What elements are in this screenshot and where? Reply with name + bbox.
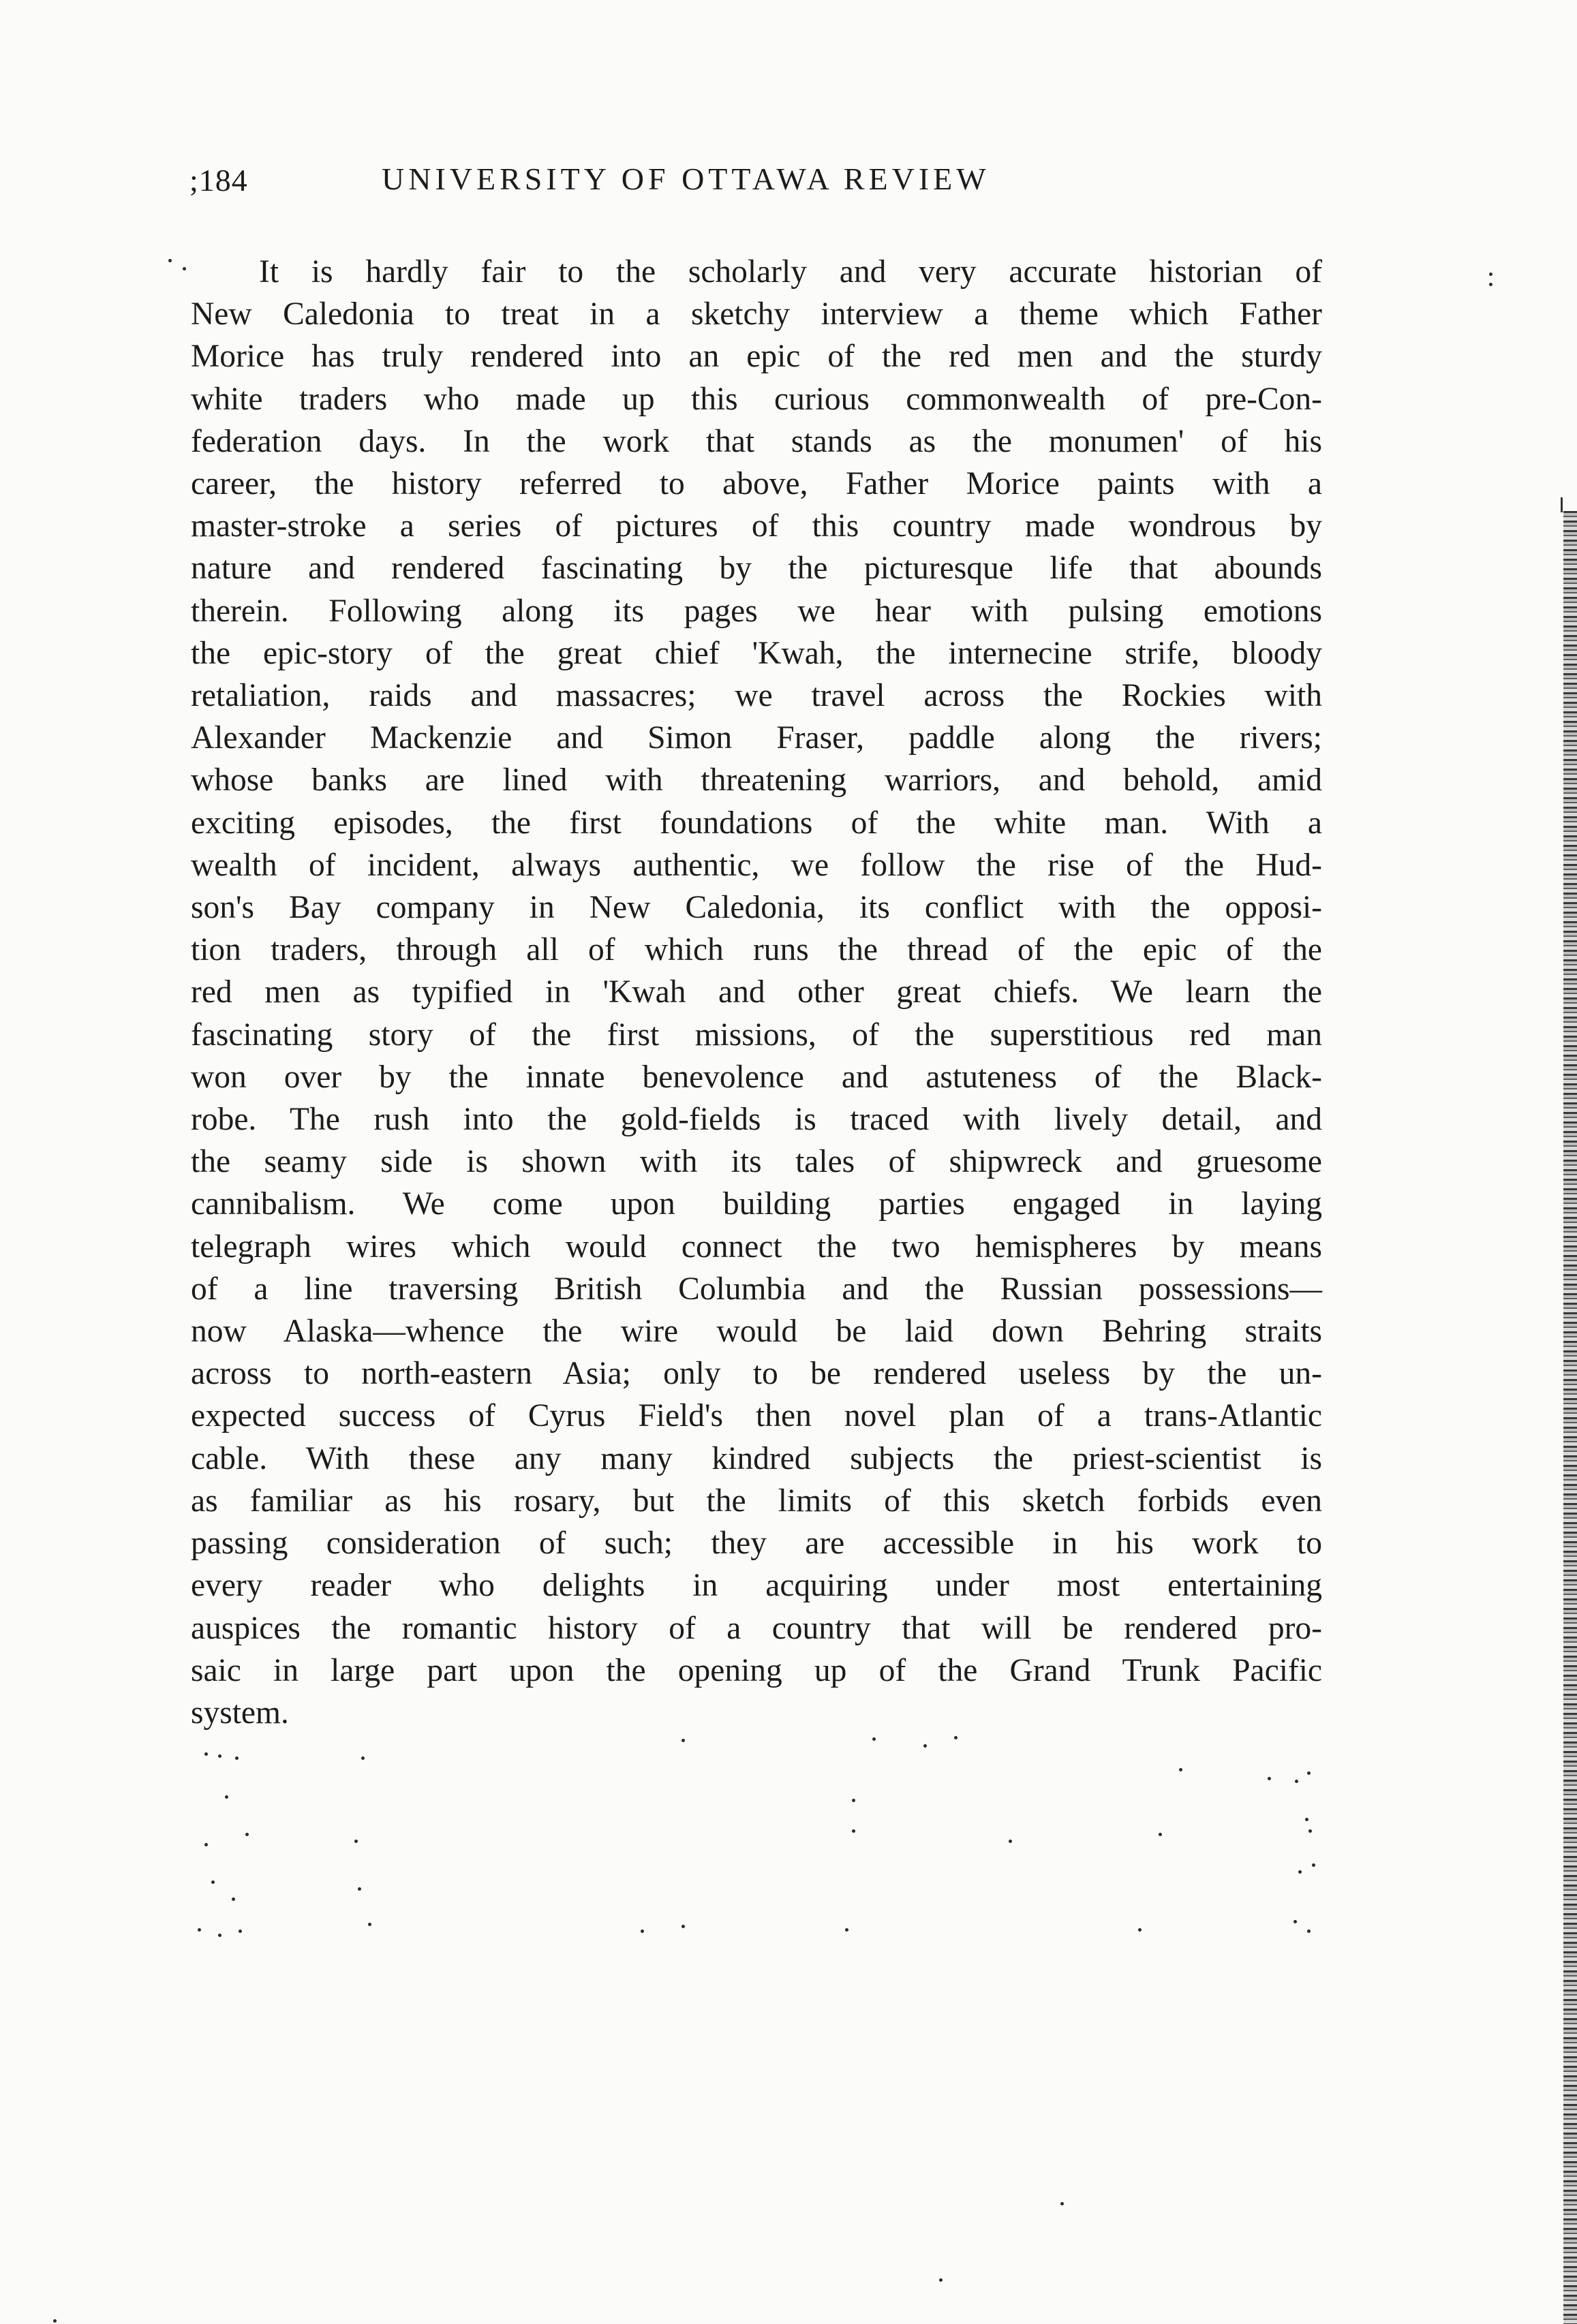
- scan-speck: [1009, 1840, 1012, 1843]
- scan-speck: [225, 1795, 228, 1799]
- text-line: master-stroke a series of pictures of this country made wondrous by: [191, 508, 1322, 544]
- scan-speck: [198, 1928, 201, 1932]
- scan-speck: [1489, 273, 1492, 276]
- scan-speck: [923, 1744, 927, 1748]
- scan-speck: [939, 2278, 943, 2282]
- text-line: now Alaska—whence the wire would be laid down Behring straits: [191, 1314, 1322, 1350]
- scan-speck: [1179, 1768, 1182, 1771]
- scan-speck: [232, 1897, 235, 1901]
- scan-speck: [1308, 1829, 1312, 1833]
- text-line: red men as typified in 'Kwah and other great chiefs. We learn the: [191, 974, 1322, 1010]
- text-line: every reader who delights in acquiring under most entertaining: [191, 1568, 1322, 1604]
- page-edge-mark: [1561, 497, 1563, 512]
- text-line: It is hardly fair to the scholarly and very accurate historian of: [259, 254, 1322, 290]
- scan-speck: [218, 1754, 221, 1758]
- page-number: ;184: [189, 163, 248, 198]
- text-line: saic in large part upon the opening up of the Grand Trunk Pacific: [191, 1652, 1322, 1688]
- text-line: white traders who made up this curious commonwealth of pre-Con-: [191, 381, 1322, 417]
- scan-speck: [1138, 1928, 1142, 1932]
- scan-speck: [852, 1829, 855, 1833]
- text-line: won over by the innate benevolence and astuteness of the Black-: [191, 1059, 1322, 1095]
- text-line: fascinating story of the first missions, of the superstitious red man: [191, 1017, 1322, 1053]
- scan-speck: [168, 259, 172, 262]
- text-line: the epic-story of the great chief 'Kwah, the internecine strife, bloody: [191, 635, 1322, 671]
- scan-speck: [1307, 1930, 1311, 1933]
- scan-speck: [361, 1756, 365, 1760]
- body-paragraph: [191, 251, 1322, 1734]
- scan-speck: [1305, 1818, 1308, 1821]
- scan-speck: [218, 1934, 221, 1937]
- text-line: as familiar as his rosary, but the limits of this sketch forbids even: [191, 1483, 1322, 1519]
- scan-speck: [1307, 1771, 1311, 1775]
- scan-speck: [852, 1799, 855, 1802]
- text-line: system.: [191, 1694, 289, 1731]
- scan-speck: [641, 1930, 644, 1933]
- scan-edge-strip: [1563, 511, 1577, 2324]
- scan-speck: [358, 1887, 361, 1891]
- scan-speck: [1298, 1870, 1302, 1874]
- text-line: therein. Following along its pages we hear with pulsing emotions: [191, 593, 1322, 629]
- scan-speck: [1295, 1780, 1298, 1783]
- text-line: federation days. In the work that stands as the monumen' of his: [191, 423, 1322, 459]
- text-line: New Caledonia to treat in a sketchy interview a theme which Father: [191, 296, 1322, 332]
- scan-speck: [682, 1925, 685, 1928]
- text-line: retaliation, raids and massacres; we travel across the Rockies with: [191, 678, 1322, 714]
- scan-speck: [1060, 2202, 1064, 2205]
- scan-speck: [235, 1756, 239, 1760]
- text-line: wealth of incident, always authentic, we follow the rise of the Hud-: [191, 847, 1322, 883]
- scan-speck: [845, 1928, 848, 1932]
- scan-speck: [682, 1739, 685, 1742]
- scan-speck: [204, 1752, 208, 1756]
- scan-speck: [183, 267, 186, 270]
- text-line: cannibalism. We come upon building parties engaged in laying: [191, 1186, 1322, 1222]
- text-line: telegraph wires which would connect the two hemispheres by means: [191, 1228, 1322, 1265]
- scan-speck: [245, 1833, 249, 1836]
- scan-speck: [204, 1843, 208, 1846]
- running-head: UNIVERSITY OF OTTAWA REVIEW: [382, 161, 990, 196]
- text-line: Alexander Mackenzie and Simon Fraser, paddle along the rivers;: [191, 720, 1322, 756]
- text-line: exciting episodes, the first foundations of the white man. With a: [191, 805, 1322, 841]
- text-line: of a line traversing British Columbia and the Russian possessions—: [191, 1271, 1322, 1307]
- scan-speck: [354, 1840, 358, 1843]
- scan-speck: [1159, 1833, 1162, 1836]
- text-line: across to north-eastern Asia; only to be rendered useless by the un-: [191, 1356, 1322, 1392]
- text-line: the seamy side is shown with its tales of shipwreck and gruesome: [191, 1144, 1322, 1180]
- text-line: tion traders, through all of which runs the thread of the epic of the: [191, 932, 1322, 968]
- scan-speck: [368, 1923, 371, 1926]
- text-line: expected success of Cyrus Field's then novel plan of a trans-Atlantic: [191, 1398, 1322, 1434]
- text-line: auspices the romantic history of a country that will be rendered pro-: [191, 1610, 1322, 1646]
- text-line: son's Bay company in New Caledonia, its conflict with the opposi-: [191, 890, 1322, 926]
- text-line: Morice has truly rendered into an epic of the red men and the sturdy: [191, 339, 1322, 375]
- scan-speck: [1312, 1863, 1315, 1867]
- text-line: robe. The rush into the gold-fields is traced with lively detail, and: [191, 1102, 1322, 1138]
- scan-speck: [954, 1736, 958, 1739]
- text-line: cable. With these any many kindred subjects the priest-scientist is: [191, 1440, 1322, 1476]
- text-line: career, the history referred to above, Father Morice paints with a: [191, 466, 1322, 502]
- scan-speck: [872, 1737, 876, 1741]
- scan-speck: [1293, 1920, 1297, 1923]
- scan-speck: [211, 1880, 215, 1884]
- text-line: passing consideration of such; they are accessible in his work to: [191, 1525, 1322, 1562]
- scan-speck: [239, 1930, 242, 1933]
- scan-speck: [1268, 1777, 1271, 1780]
- text-line: nature and rendered fascinating by the picturesque life that abounds: [191, 551, 1322, 587]
- scan-speck: [1489, 283, 1492, 286]
- scan-speck: [53, 2319, 57, 2323]
- text-line: whose banks are lined with threatening warriors, and behold, amid: [191, 762, 1322, 799]
